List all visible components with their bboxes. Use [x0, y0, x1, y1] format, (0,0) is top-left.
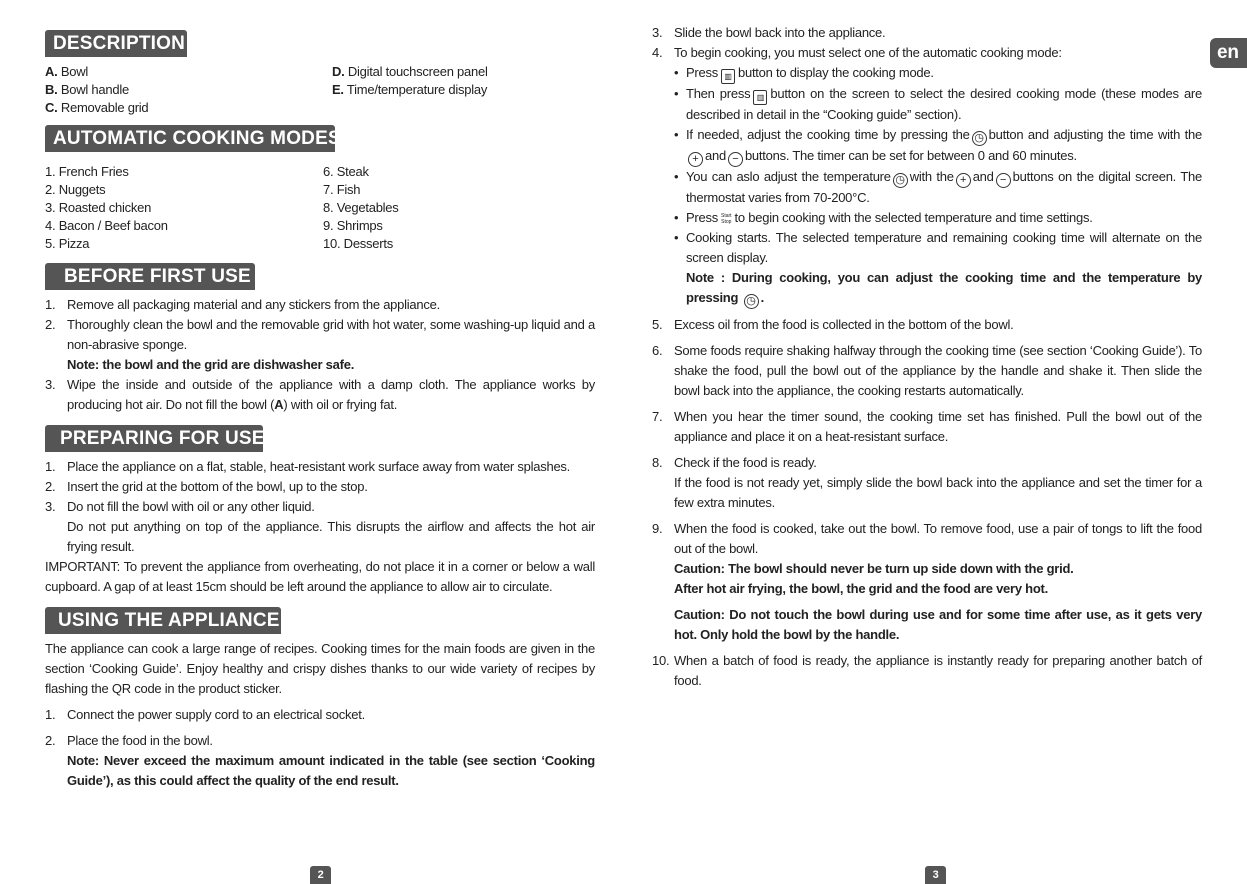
- page-number: 2: [310, 866, 331, 884]
- time-temperature-icon: ◷: [744, 294, 759, 309]
- section-heading-preparing: PREPARING FOR USE: [45, 425, 263, 452]
- time-temperature-icon: ◷: [972, 131, 987, 146]
- desc-item: B. Bowl handle: [45, 82, 129, 97]
- using-steps: 3. Slide the bowl back into the appliance. 4. To begin cooking, you must select one of the automatic cooking mode: • Press ▥ button to display the cooking mode. • Then press ▥ button on the screen to select the desired cooking mode (these modes are described in detail in the “Cooking guide” section). • If needed, adjust the cooking time by pressing the ◷ button and adjusting the time with the+ and − buttons. The timer can be set for between 0 and 60 minutes. • You can aslo adjust the temperature ◷ with the + and − buttons on the digital screen. The thermostat varies from 70-200°C. • Press Start Stop to begin cooking with the selected temperature and time settings. • Cooking starts. The selected temperature and remaining cooking time will alternate on the screen display. Note : During cooking, you can adjust the cooking time and the temperature by pressing ◷ . 5. Excess oil from the food is collected in the bottom of the bowl. 6. Some foods require shaking halfway through the cooking time (see section ‘Cooking Guide’). To shake the food, pull the bowl out of the appliance by the handle and shake it. Then slide the bowl back into the appliance, the cooking restarts automatically. 7. When you hear the timer sound, the cooking time set has finished. Pull the bowl out of the appliance and place it on a heat-resistant surface. 8. Check if the food is ready. If the food is not ready yet, simply slide the bowl back into the appliance and set the timer for a few extra minutes. 9. When the food is cooked, take out the bowl. To remove food, use a pair of tongs to lift the food out of the bowl. Caution: The bowl should never be turn up side down with the grid. After hot air frying, the bowl, the grid and the food are very hot. Caution: Do not touch the bowl during use and for some time after use, as it gets very hot. Only hold the bowl by the handle. 10. When a batch of food is ready, the appliance is instantly ready for preparing another batch of food.: [652, 23, 1202, 691]
- mode-item: 9. Shrimps: [323, 218, 383, 233]
- minus-icon: −: [728, 152, 743, 167]
- mode-item: 5. Pizza: [45, 236, 90, 251]
- mode-item: 10. Desserts: [323, 236, 393, 251]
- mode-item: 1. French Fries: [45, 164, 129, 179]
- start-stop-icon: Start Stop: [720, 212, 732, 225]
- preparing-list: 1. Place the appliance on a flat, stable, heat-resistant work surface away from water splashes. 2. Insert the grid at the bottom of the bowl, up to the stop. 3. Do not fill the bowl with oil or any other liquid. Do not put anything on top of the appliance. This disrupts the airflow and affects the hot air frying result. IMPORTANT: To prevent the appliance from overheating, do not place it in a corner or below a wall cupboard. A gap of at least 15cm should be left around the appliance to allow air to circulate.: [45, 459, 595, 594]
- mode-item: 3. Roasted chicken: [45, 200, 152, 215]
- left-page: [45, 30, 595, 791]
- time-temperature-icon: ◷: [893, 173, 908, 188]
- modes-list: [45, 163, 595, 253]
- mode-item: 8. Vegetables: [323, 200, 399, 215]
- using-section: The appliance can cook a large range of recipes. Cooking times for the main foods are given in the section ‘Cooking Guide’. Enjoy healthy and crispy dishes thanks to our wide variety of recipes by flashing the QR code in the product sticker. 1. Connect the power supply cord to an electrical socket. 2. Place the food in the bowl. Note: Never exceed the maximum amount indicated in the table (see section ‘Cooking Guide’), as this could affect the quality of the end result.: [45, 641, 595, 788]
- cooking-mode-icon: ▥: [753, 90, 767, 105]
- desc-item: A. Bowl: [45, 64, 89, 79]
- desc-item: E. Time/temperature display: [332, 82, 488, 97]
- mode-item: 7. Fish: [323, 182, 361, 197]
- mode-item: 2. Nuggets: [45, 182, 106, 197]
- mode-item: 6. Steak: [323, 164, 369, 179]
- desc-item: D. Digital touchscreen panel: [332, 64, 488, 79]
- minus-icon: −: [996, 173, 1011, 188]
- desc-item: C. Removable grid: [45, 100, 149, 115]
- page-number: 3: [925, 866, 946, 884]
- section-heading-using: USING THE APPLIANCE: [45, 607, 281, 634]
- section-heading-modes: AUTOMATIC COOKING MODES: [45, 125, 335, 152]
- section-heading-before-first-use: BEFORE FIRST USE: [45, 263, 255, 290]
- plus-icon: +: [956, 173, 971, 188]
- plus-icon: +: [688, 152, 703, 167]
- before-first-use-list: 1. Remove all packaging material and any stickers from the appliance. 2. Thoroughly clean the bowl and the removable grid with hot water, some washing-up liquid and a non-abrasive sponge. Note: the bowl and the grid are dishwasher safe. 3. Wipe the inside and outside of the appliance with a damp cloth. The appliance works by producing hot air. Do not fill the bowl (A) with oil or frying fat.: [45, 297, 595, 412]
- language-tab: en: [1210, 38, 1247, 68]
- mode-item: 4. Bacon / Beef bacon: [45, 218, 168, 233]
- section-heading-description: DESCRIPTION: [45, 30, 187, 57]
- description-list: [45, 63, 595, 117]
- cooking-mode-icon: ▥: [721, 69, 735, 84]
